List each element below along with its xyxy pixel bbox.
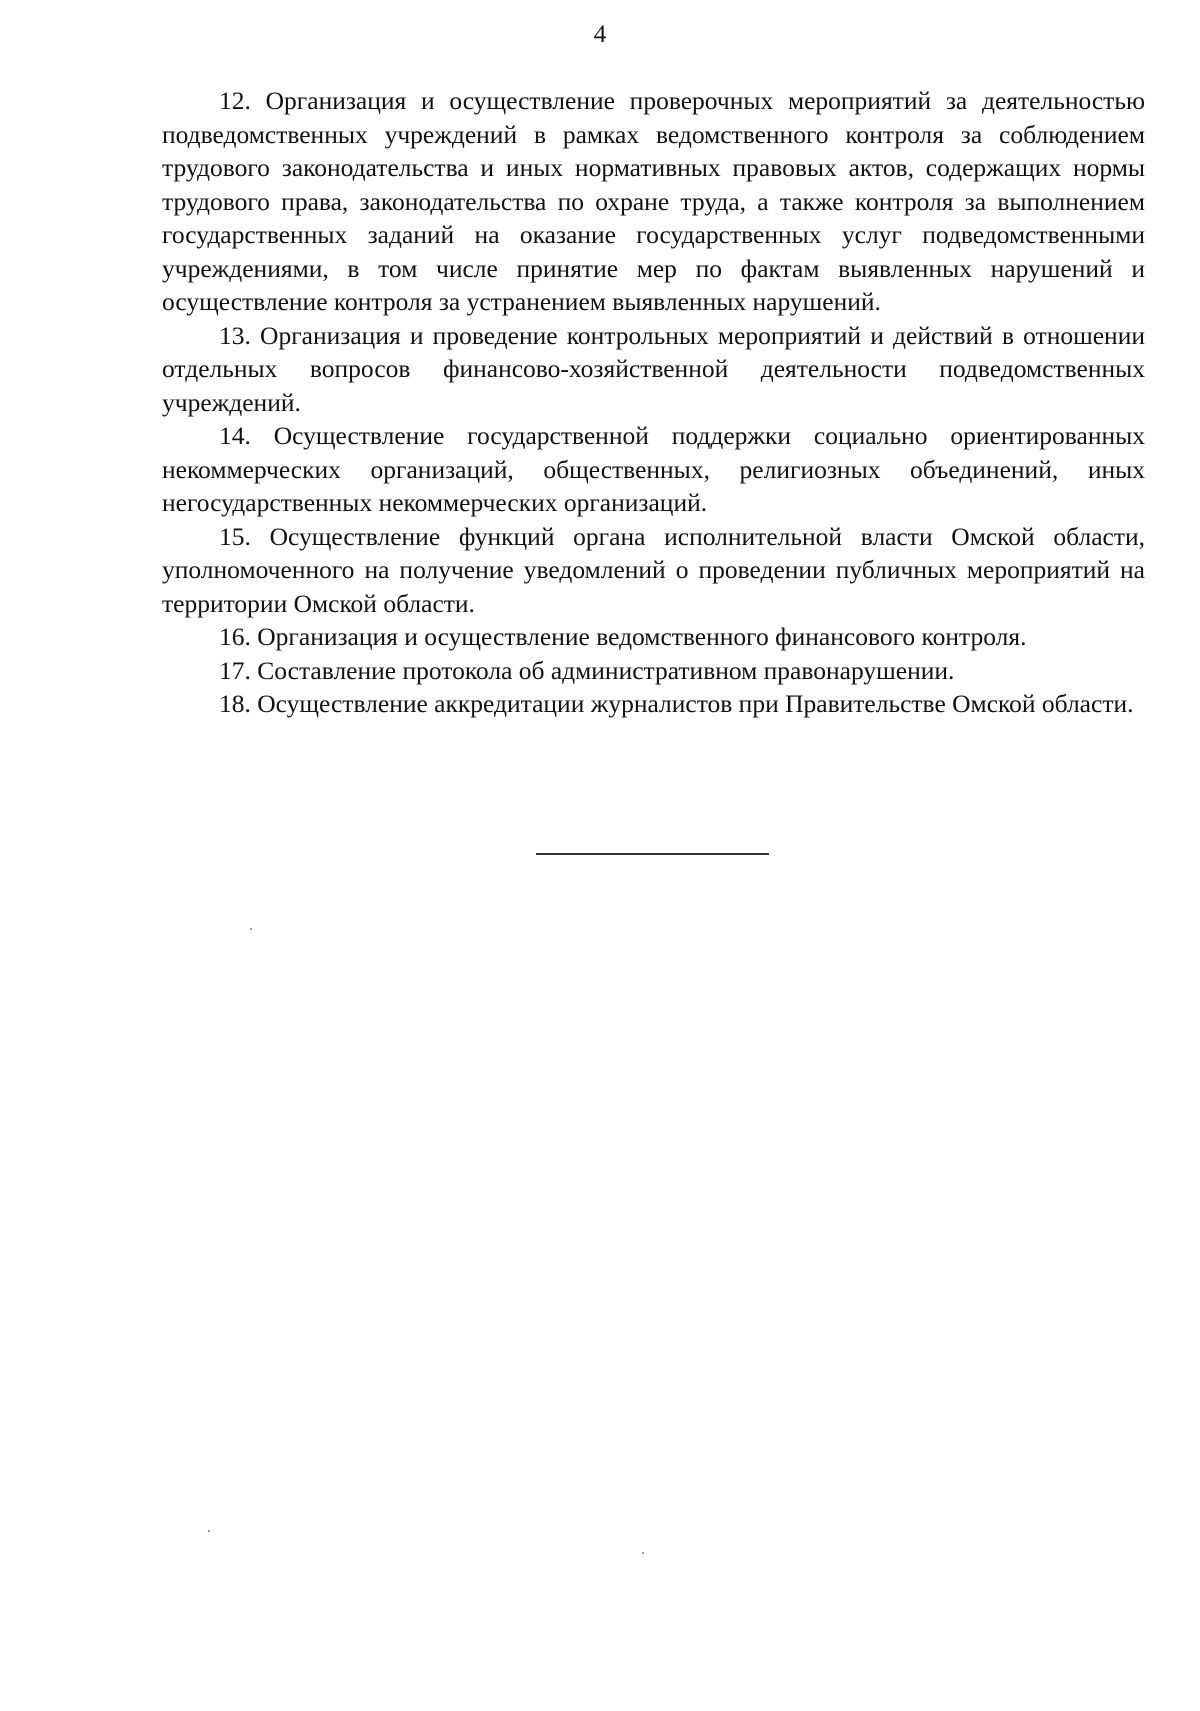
item-text: Составление протокола об административном правонарушении. bbox=[257, 655, 955, 685]
item-text: Организация и осуществление проверочных мероприятий за деятельностью подведомственных учреждений в рамках ведомственного контроля за соблюдением трудового законодательства и иных нормативных правовых актов, содержащих нормы трудового права, законодательства по охране труда, а также контроля за выполнением государственных заданий на оказание государственных услуг подведомственными учреждениями, в том числе принятие мер по фактам выявленных нарушений и осуществление контроля за устранением выявленных нарушений. bbox=[162, 86, 1146, 316]
scan-speck bbox=[208, 1530, 210, 1532]
list-item-14 bbox=[162, 419, 1145, 520]
item-text: Организация и осуществление ведомственного финансового контроля. bbox=[257, 622, 1027, 651]
item-text: Осуществление функций органа исполнительной власти Омской области, уполномоченного на получение уведомлений о проведении публичных мероприятий на территории Омской области. bbox=[162, 521, 1145, 618]
scan-speck bbox=[642, 1552, 644, 1554]
item-number: 17. bbox=[219, 655, 251, 685]
item-text: Организация и проведение контрольных мероприятий и действий в отношении отдельных вопросов финансово-хозяйственной деятельности подведомственных учреждений. bbox=[162, 320, 1145, 417]
item-text: Осуществление государственной поддержки социально ориентированных некоммерческих организаций, общественных, религиозных объединений, иных негосударственных некоммерческих организаций. bbox=[162, 421, 1146, 517]
item-number: 15. bbox=[219, 521, 251, 551]
list-item-15 bbox=[162, 520, 1145, 621]
item-number: 13. bbox=[219, 320, 251, 350]
item-number: 14. bbox=[219, 421, 251, 450]
list-item-12 bbox=[162, 84, 1145, 319]
list-item-13 bbox=[162, 319, 1145, 420]
item-number: 12. bbox=[219, 86, 251, 115]
page-number: 4 bbox=[593, 21, 607, 48]
closing-divider bbox=[536, 853, 769, 855]
list-item-17 bbox=[162, 654, 1145, 688]
scan-speck bbox=[250, 928, 252, 930]
document-body bbox=[162, 84, 1145, 721]
list-item-16 bbox=[162, 620, 1145, 654]
list-item-18 bbox=[162, 687, 1145, 721]
item-text: Осуществление аккредитации журналистов при Правительстве Омской области. bbox=[257, 689, 1134, 718]
item-number: 16. bbox=[219, 622, 251, 651]
item-number: 18. bbox=[219, 689, 251, 718]
